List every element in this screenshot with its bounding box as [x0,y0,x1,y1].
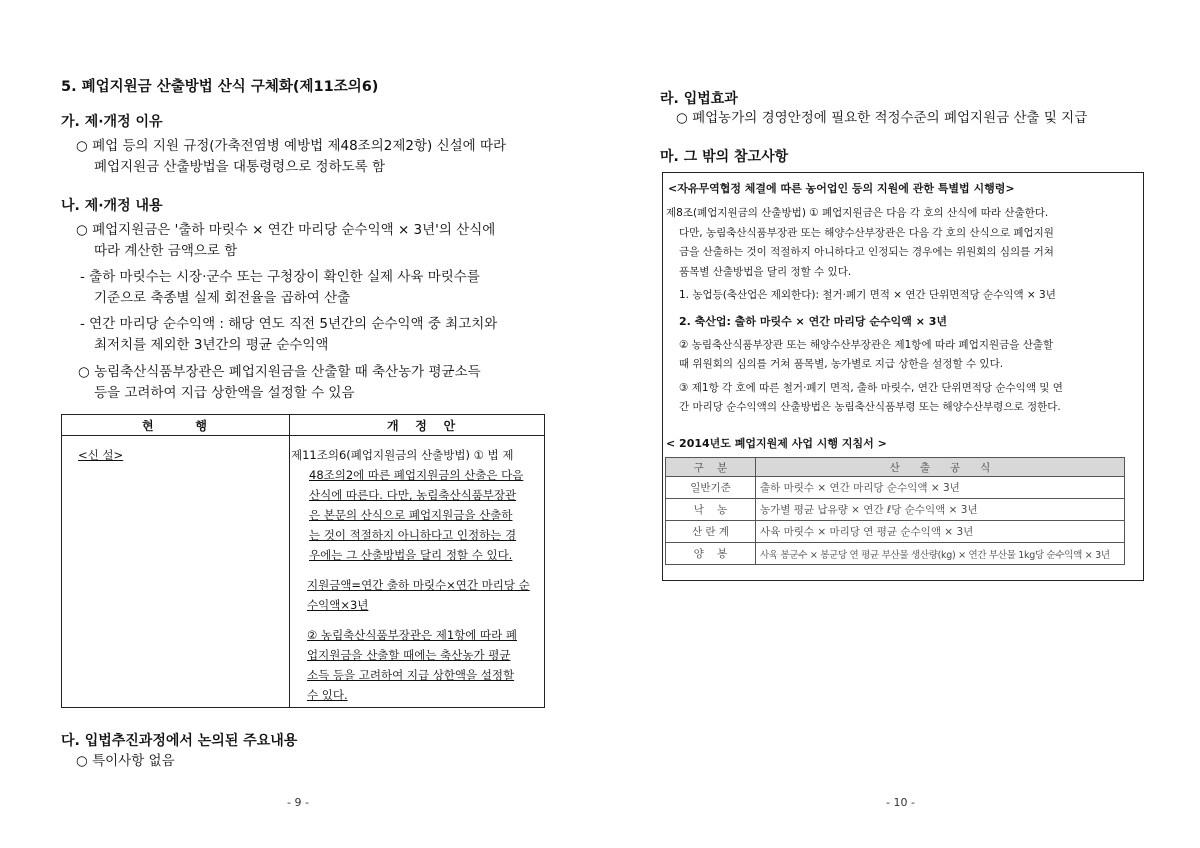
na-dash2-line2: 최저치를 제외한 3년간의 평균 순수익액 [94,337,329,353]
proposal-p1-line: 은 본문의 산식으로 폐업지원금을 산출하 [309,508,513,522]
table-row [666,543,1125,565]
ga-bullet-line2: 폐업지원금 산출방법을 대통령령으로 정하도록 함 [94,159,386,175]
comparison-table-header [62,415,544,436]
ref-p1-line: 금을 산출하는 것이 적절하지 아니하다고 인정되는 경우에는 위원회의 심의를 거쳐 [679,246,1054,258]
ref-p3-line: ③ 제1항 각 호에 따른 철거·폐기 면적, 출하 마릿수, 연간 단위면적당 순수익액 및 연 [679,382,1063,394]
proposal-p1-line: 산식에 따른다. 다만, 농림축산식품부장관 [309,488,517,502]
guide-row-category: 양 봉 [666,543,756,565]
guide-row-formula: 출하 마릿수 × 연간 마리당 순수익액 × 3년 [756,477,1125,499]
guide-row-category: 일반기준 [666,477,756,499]
header-proposal: 개 정 안 [387,419,456,433]
ref-article8-p2 [679,336,1053,374]
da-heading: 다. 입법추진과정에서 논의된 주요내용 [61,733,298,749]
table-row [666,499,1125,521]
ma-heading: 마. 그 밖의 참고사항 [660,149,789,165]
proposal-p2-line: 소득 등을 고려하여 지급 상한액을 설정할 [307,668,515,682]
proposal-paragraph1 [291,445,539,565]
ref-article8-p3 [679,379,1063,417]
proposal-p1-line: 는 것이 적절하지 아니하다고 인정하는 경 [309,528,517,542]
proposal-p2-line: ② 농림축산식품부장관은 제1항에 따라 폐 [307,628,517,642]
guide-row-category: 산 란 계 [666,521,756,543]
ref-p1-line: 품목별 산출방법을 달리 정할 수 있다. [679,265,852,278]
guide-table-header [666,458,1125,477]
ra-heading: 라. 입법효과 [660,91,738,107]
na-heading: 나. 제·개정 내용 [61,198,163,214]
table-row [666,477,1125,499]
guide-row-category: 낙 농 [666,499,756,521]
proposal-p2-line: 수 있다. [307,688,348,702]
ref-p3-line: 간 마리당 순수익액의 산출방법은 농림축산식품부령 또는 해양수산부령으로 정한다. [679,401,1061,413]
page-number-left: - 9 - [287,796,309,809]
na-dash1-line2: 기준으로 축종별 실제 회전율을 곱하여 산출 [94,290,351,306]
page-number-right: - 10 - [886,796,915,809]
na-bullet2-line1: ○ 농림축산식품부장관은 폐업지원금을 산출할 때 축산농가 평균소득 [78,364,481,380]
header-current: 현 행 [142,419,207,433]
guide-header-formula: 산 출 공 식 [756,458,1125,477]
guide-row-formula: 농가별 평균 납유량 × 연간 ℓ당 순수익액 × 3년 [756,499,1125,521]
ra-bullet: ○ 폐업농가의 경영안정에 필요한 적정수준의 폐업지원금 산출 및 지급 [676,110,1088,126]
na-dash2-line1: - 연간 마리당 순수익액 : 해당 연도 직전 5년간의 순수익액 중 최고치와 [80,316,498,332]
na-dash1-line1: - 출하 마릿수는 시장·군수 또는 구청장이 확인한 실제 사육 마릿수를 [80,269,480,285]
ref-p1-line: 다만, 농림축산식품부장관 또는 해양수산부장관은 다음 각 호의 산식으로 폐업지원 [679,226,1054,239]
section5-title: 5. 폐업지원금 산출방법 산식 구체화(제11조의6) [61,79,379,95]
da-bullet: ○ 특이사항 없음 [76,753,175,769]
ga-bullet-line1: ○ 폐업 등의 지원 규정(가축전염병 예방법 제48조의2제2항) 신설에 따라 [76,138,507,154]
proposal-p2-line: 업지원금을 산출할 때에는 축산농가 평균 [307,648,511,662]
guide-header-category: 구 분 [666,458,756,477]
comparison-table [61,414,545,708]
na-bullet1-line2: 따라 계산한 금액으로 함 [94,243,238,259]
proposal-p1-line: 제11조의6(폐업지원금의 산출방법) ① 법 제 [291,448,514,462]
guide-row-formula: 사육 마릿수 × 마리당 연 평균 순수익액 × 3년 [756,521,1125,543]
ref-item1: 1. 농업등(축산업은 제외한다): 철거·폐기 면적 × 연간 단위면적당 순수익액 × 3년 [679,289,1056,301]
formula-line: 지원금액=연간 출하 마릿수×연간 마리당 순 [307,578,530,592]
current-text: <신 설> [78,448,124,462]
ref-p1-line: 제8조(폐업지원금의 산출방법) ① 폐업지원금은 다음 각 호의 산식에 따라 산출한다. [666,207,1049,219]
ga-heading: 가. 제·개정 이유 [61,114,163,130]
proposal-p1-line: 48조의2에 따른 폐업지원금의 산출은 다음 [309,468,524,482]
na-bullet2-line2: 등을 고려하여 지급 상한액을 설정할 수 있음 [94,385,355,401]
guide-row-formula: 사육 봉군수 × 봉군당 연 평균 부산물 생산량(kg) × 연간 부산물 1kg당 순수익액 × 3년 [756,543,1125,565]
guide-table [665,457,1125,565]
ref-p2-line: ② 농림축산식품부장관 또는 해양수산부장관은 제1항에 따라 폐업지원금을 산출할 [679,339,1054,351]
proposal-p1-line: 우에는 그 산출방법을 달리 정할 수 있다. [309,548,513,562]
proposal-paragraph2 [307,625,542,705]
proposal-formula [307,575,542,615]
ref-title: <자유무역협정 체결에 따른 농어업인 등의 지원에 관한 특별법 시행령> [668,182,1015,195]
guide-title: < 2014년도 폐업지원제 사업 시행 지침서 > [666,437,887,450]
na-bullet1-line1: ○ 폐업지원금은 '출하 마릿수 × 연간 마리당 순수익액 × 3년'의 산식에 [76,222,496,238]
ref-item2: 2. 축산업: 출하 마릿수 × 연간 마리당 순수익액 × 3년 [679,315,948,328]
ref-article8-p1 [666,204,1054,282]
ref-p2-line: 때 위원회의 심의를 거쳐 품목별, 농가별로 지급 상한을 설정할 수 있다. [679,358,1004,370]
table-row [666,521,1125,543]
formula-line: 수익액×3년 [307,598,369,612]
